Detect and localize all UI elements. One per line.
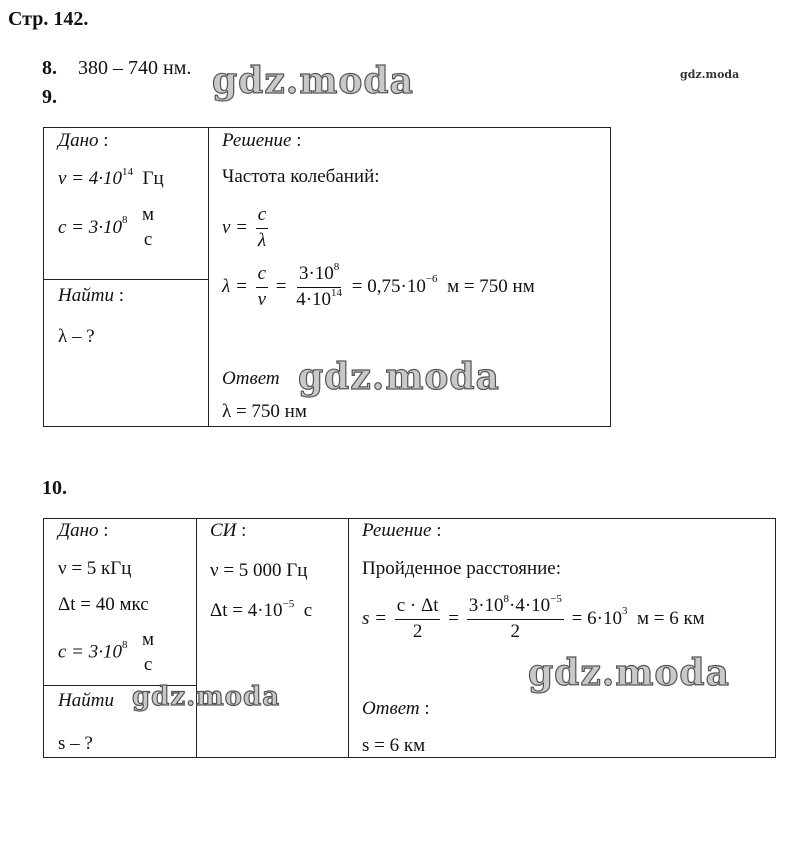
answer-value: s = 6 км [362, 735, 426, 756]
given-time: Δt = 40 мкс [58, 594, 149, 615]
formula-distance: s = $\frac{c \cdot \Delta t}{2}$ = $\frac{3\cdot 10^8\cdot 4\cdot 10^{-5}}{2}$ = $6\cdot 10^3$ м = 6 км [362, 592, 705, 642]
watermark: gdz.moda [212, 60, 414, 102]
table-9-divider [208, 127, 209, 427]
find-value: s – ? [58, 733, 93, 754]
given-speed-of-light: $c = 3\cdot 10^8$ м с [58, 204, 155, 250]
si-frequency: ν = 5 000 Гц [210, 560, 308, 581]
formula-wavelength: λ = $\frac{c}{\nu}$ = $\frac{3\cdot 10^8}{4\cdot 10^{14}}$ = $0,75\cdot 10^{-6}$ м = 750 нм [222, 260, 535, 310]
given-frequency: $\nu = 4\cdot 10^{14}$ Гц [58, 165, 164, 189]
given-speed-of-light: $c = 3\cdot 10^8$ м с [58, 629, 155, 675]
find-value: λ – ? [58, 326, 95, 347]
question-8-number: 8. [42, 57, 57, 79]
watermark: gdz.moda [132, 682, 281, 712]
watermark: gdz.moda [528, 652, 730, 694]
question-10-number: 10. [42, 477, 67, 499]
find-header: Найти [58, 690, 114, 711]
formula-frequency: ν = $\frac{c}{\lambda}$ [222, 204, 267, 251]
watermark: gdz.moda [298, 356, 500, 398]
table-9-given-divider [43, 279, 209, 280]
solution-header: Решение : [222, 130, 302, 151]
answer-value: λ = 750 нм [222, 401, 307, 422]
table-10-divider-1 [196, 518, 197, 758]
si-time: $\Delta t = 4\cdot 10^{-5}$ с [210, 597, 313, 621]
solution-text: Пройденное расстояние: [362, 558, 562, 579]
watermark-small: gdz.moda [680, 68, 740, 81]
answer-header: Ответ : [362, 698, 430, 719]
given-frequency: ν = 5 кГц [58, 558, 132, 579]
find-header: Найти : [58, 285, 124, 306]
page-title: Стр. 142. [8, 8, 89, 30]
table-10-divider-2 [348, 518, 349, 758]
solution-text: Частота колебаний: [222, 166, 380, 187]
question-8-answer: 380 – 740 нм. [78, 57, 192, 79]
given-header: Дано : [58, 520, 109, 541]
question-9-number: 9. [42, 86, 57, 108]
answer-header: Ответ [222, 368, 280, 389]
given-header: Дано : [58, 130, 109, 151]
si-header: СИ : [210, 520, 247, 541]
solution-header: Решение : [362, 520, 442, 541]
